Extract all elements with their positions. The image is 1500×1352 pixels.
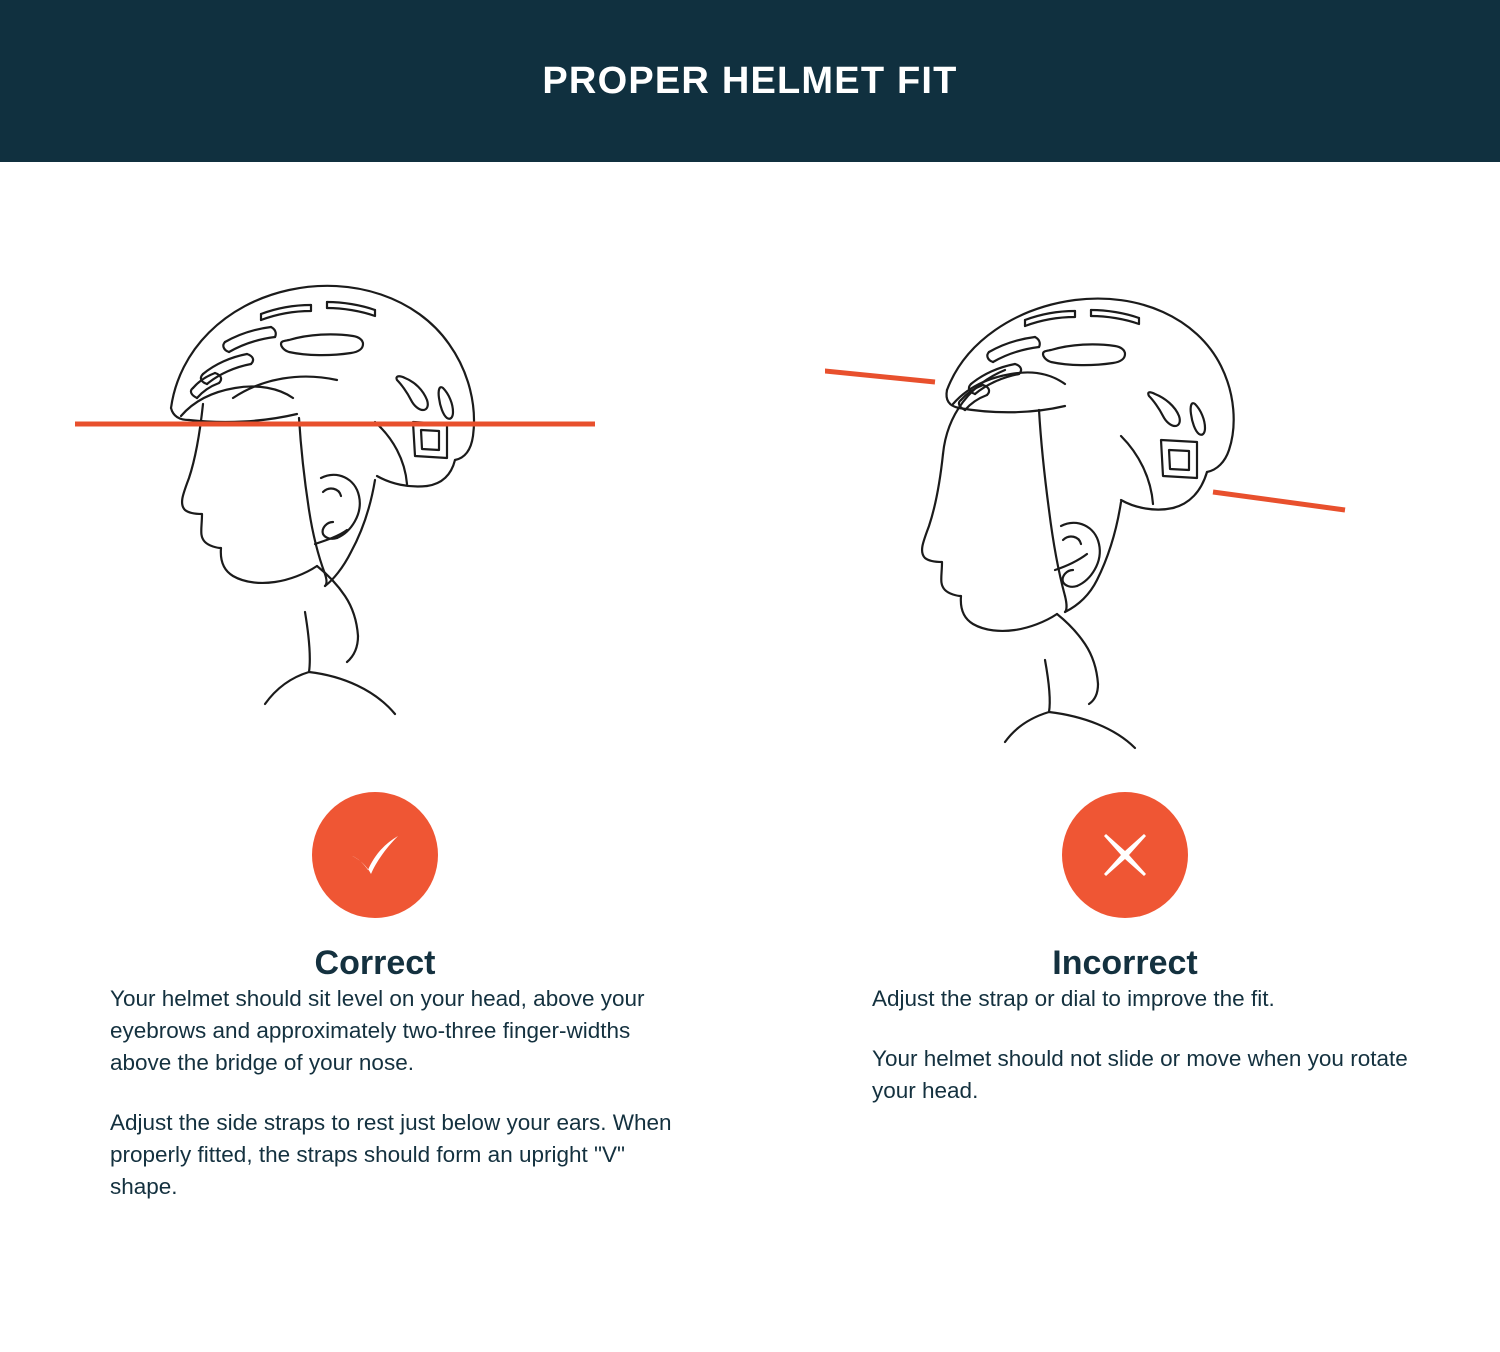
cross-icon	[1090, 820, 1160, 890]
correct-illustration	[0, 162, 750, 782]
correct-column-illustration	[0, 162, 750, 782]
head-with-helmet-tilted-back-diagram	[825, 192, 1425, 752]
incorrect-caption: Incorrect	[1052, 944, 1198, 982]
incorrect-paragraph-1: Adjust the strap or dial to improve the fit.	[872, 986, 1275, 1011]
check-icon	[340, 820, 410, 890]
head-with-helmet-level-diagram	[75, 192, 675, 752]
correct-caption: Correct	[314, 944, 436, 982]
incorrect-column	[750, 782, 1500, 1231]
incorrect-body	[872, 983, 1410, 1107]
correct-paragraph-2: Adjust the side straps to rest just below your ears. When properly fitted, the straps should form an upright "V" shape.	[110, 1109, 672, 1199]
incorrect-column-illustration	[750, 162, 1500, 782]
correct-badge	[312, 792, 438, 918]
page-title: PROPER HELMET FIT	[542, 59, 958, 102]
incorrect-illustration	[750, 162, 1500, 782]
incorrect-paragraph-2: Your helmet should not slide or move when you rotate your head.	[872, 1045, 1408, 1103]
correct-badge-wrap	[0, 792, 750, 918]
page-header	[0, 0, 1500, 162]
content-area	[0, 162, 1500, 1352]
tilt-reference-line-rear	[1213, 492, 1345, 510]
correct-column	[0, 782, 750, 1231]
correct-body	[110, 983, 690, 1203]
incorrect-badge	[1062, 792, 1188, 918]
correct-paragraph-1: Your helmet should sit level on your head, above your eyebrows and approximately two-three finger-widths above the bridge of your nose.	[110, 986, 645, 1075]
caption-row	[0, 782, 1500, 1231]
incorrect-badge-wrap	[750, 792, 1500, 918]
illustration-row	[0, 162, 1500, 782]
tilt-reference-line-front	[825, 370, 935, 382]
